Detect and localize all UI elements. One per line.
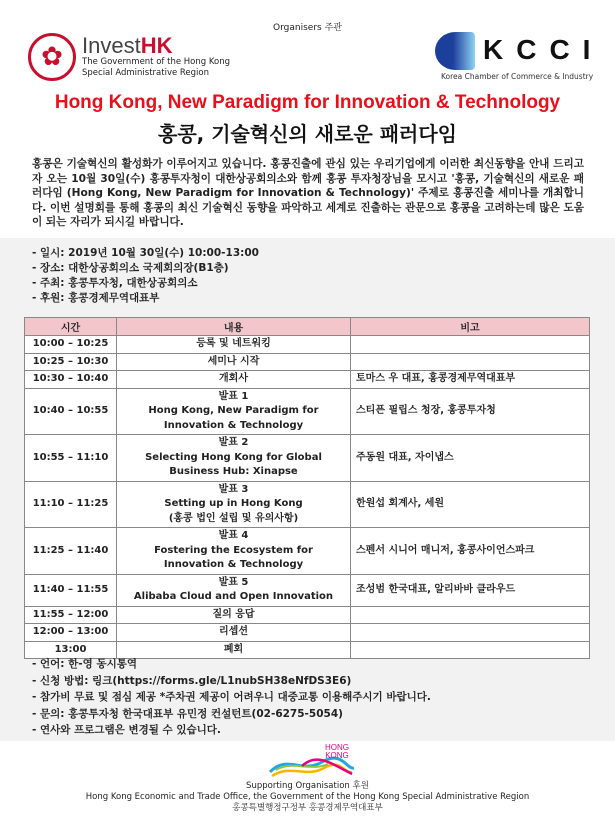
header-note: 비고 <box>351 318 590 336</box>
row-note: 주동원 대표, 자이냅스 <box>351 435 590 482</box>
row-note <box>351 606 590 624</box>
row-content <box>117 606 351 624</box>
table-row <box>25 481 590 528</box>
header-time: 시간 <box>25 318 117 336</box>
row-content-line: Hong Kong, New Paradigm for <box>148 405 319 416</box>
row-content-line: Setting up in Hong Kong <box>164 498 303 509</box>
row-content-line: 폐회 <box>223 643 244 655</box>
row-content-line: 발표 1 <box>218 390 249 402</box>
fact-sponsor: - 후원: 홍콩경제무역대표부 <box>32 292 160 304</box>
kcci-subtitle: Korea Chamber of Commerce & Industry <box>441 72 594 81</box>
investhk-line1: The Government of the Hong Kong <box>82 57 230 67</box>
row-content <box>117 624 351 642</box>
title-english: Hong Kong, New Paradigm for Innovation & Technology <box>54 92 561 113</box>
investhk-brand-a: Invest <box>82 33 141 58</box>
table-row <box>25 353 590 371</box>
row-content-line: Selecting Hong Kong for Global <box>145 451 322 463</box>
row-content-line: Fostering the Ecosystem for <box>154 544 313 556</box>
row-time: 10:40 – 10:55 <box>25 388 117 435</box>
note-language: - 언어: 한-영 동시통역 <box>32 658 138 670</box>
table-header-row <box>25 318 590 336</box>
row-content-line: 발표 5 <box>218 576 249 588</box>
row-content <box>117 336 351 354</box>
row-content-line: Innovation & Technology <box>163 419 304 431</box>
row-content-line: 발표 2 <box>218 437 249 448</box>
row-content <box>117 435 351 482</box>
kcci-gear-icon <box>435 32 475 70</box>
row-content <box>117 388 351 435</box>
row-note <box>351 624 590 642</box>
row-content <box>117 574 351 606</box>
row-content-line: 리셉션 <box>219 626 248 637</box>
table-row <box>25 574 590 606</box>
row-note: 스펜서 시니어 매니저, 홍콩사이언스파크 <box>351 528 590 575</box>
table-row <box>25 435 590 482</box>
row-content <box>117 371 351 389</box>
row-content-line: Innovation & Technology <box>163 559 304 570</box>
table-row <box>25 624 590 642</box>
header-content: 내용 <box>117 318 351 336</box>
hksar-emblem-icon: ✿ <box>28 33 76 81</box>
fact-host: - 주최: 홍콩투자청, 대한상공회의소 <box>32 277 198 289</box>
row-content-line: 질의 응답 <box>212 608 255 620</box>
brand-hong-kong-text: HONG KONG <box>325 743 349 760</box>
row-note: 스티픈 필립스 청장, 홍콩투자청 <box>351 388 590 435</box>
row-note <box>351 336 590 354</box>
note-registration[interactable]: - 신청 방법: 링크(https://forms.gle/L1nubSH38eNfDS3E6) <box>32 674 352 687</box>
program-table <box>24 317 590 659</box>
row-content-line: 발표 3 <box>218 483 249 495</box>
kcci-name: KCCI <box>483 34 604 65</box>
row-note: 한원섭 회계사, 세원 <box>351 481 590 528</box>
row-time: 11:25 – 11:40 <box>25 528 117 575</box>
table-row <box>25 606 590 624</box>
supporting-label: Supporting Organisation 후원 <box>246 781 369 791</box>
row-time: 13:00 <box>25 641 117 659</box>
brand-hong-kong-logo <box>262 744 357 780</box>
table-row <box>25 528 590 575</box>
supporting-org-ko: 홍콩특별행정구정부 홍콩경제무역대표부 <box>232 803 383 813</box>
table-row <box>25 371 590 389</box>
table-row <box>25 336 590 354</box>
note-contact: - 문의: 홍콩투자청 한국대표부 유민정 컨설턴트(02-6275-5054) <box>32 707 343 720</box>
row-content-line: Alibaba Cloud and Open Innovation <box>133 591 334 602</box>
row-content-line: (홍콩 법인 설립 및 유의사항) <box>168 512 299 524</box>
event-notes <box>32 656 431 739</box>
kcci-logo <box>435 32 604 84</box>
row-content-line: 등록 및 네트워킹 <box>196 338 271 349</box>
supporting-org-en: Hong Kong Economic and Trade Office, the Government of the Hong Kong Special Administrative Region <box>85 792 530 802</box>
row-content-line: 발표 4 <box>218 530 249 541</box>
row-time: 10:55 – 11:10 <box>25 435 117 482</box>
fact-date: - 일시: 2019년 10월 30일(수) 10:00-13:00 <box>32 247 259 259</box>
row-note <box>351 353 590 371</box>
investhk-logo <box>28 30 238 84</box>
row-content <box>117 481 351 528</box>
intro-paragraph: 홍콩은 기술혁신의 활성화가 이루어지고 있습니다. 홍콩진출에 관심 있는 우리기업에게 이러한 최신동향을 안내 드리고자 오는 10월 30일(수) 홍콩투자청이 대한상공회의소와 함께 홍콩 투자청장님을 모시고 '홍콩, 기술혁신의 새로운 패러다임 (Hong Kong, New Paradigm for Innovation & Technology)' 주제로 홍콩진출 세미나를 개최합니다. 이번 설명회를 통해 홍콩의 최신 기술혁신 동향을 파악하고 세계로 진출하는 관문으로 홍콩을 고려하는데 많은 도움이 되는 자리가 되시길 바랍니다. <box>32 158 584 229</box>
row-content-line: Business Hub: Xinapse <box>169 466 298 477</box>
fact-venue: - 장소: 대한상공회의소 국제회의장(B1층) <box>32 262 229 274</box>
row-content-line: 세미나 시작 <box>207 355 260 367</box>
row-content <box>117 528 351 575</box>
row-time: 10:00 – 10:25 <box>25 336 117 354</box>
row-content-line: 개회사 <box>219 373 248 384</box>
table-row <box>25 388 590 435</box>
investhk-line2: Special Administrative Region <box>82 68 209 78</box>
row-time: 12:00 – 13:00 <box>25 624 117 642</box>
row-note: 토마스 우 대표, 홍콩경제무역대표부 <box>351 371 590 389</box>
row-note: 조성범 한국대표, 알리바바 클라우드 <box>351 574 590 606</box>
investhk-brand-b: HK <box>140 33 173 58</box>
note-change: - 연사와 프로그램은 변경될 수 있습니다. <box>32 724 221 736</box>
row-time: 11:10 – 11:25 <box>25 481 117 528</box>
row-time: 11:55 – 12:00 <box>25 606 117 624</box>
note-fee: - 참가비 무료 및 점심 제공 *주차권 제공이 어려우니 대중교통 이용해주시기 바랍니다. <box>32 691 431 703</box>
footer <box>0 781 615 814</box>
row-time: 11:40 – 11:55 <box>25 574 117 606</box>
row-time: 10:25 – 10:30 <box>25 353 117 371</box>
organisers-label: Organisers 주관 <box>273 23 342 33</box>
title-korean: 홍콩, 기술혁신의 새로운 패러다임 <box>158 122 457 146</box>
row-content <box>117 353 351 371</box>
row-time: 10:30 – 10:40 <box>25 371 117 389</box>
event-facts <box>32 246 259 306</box>
